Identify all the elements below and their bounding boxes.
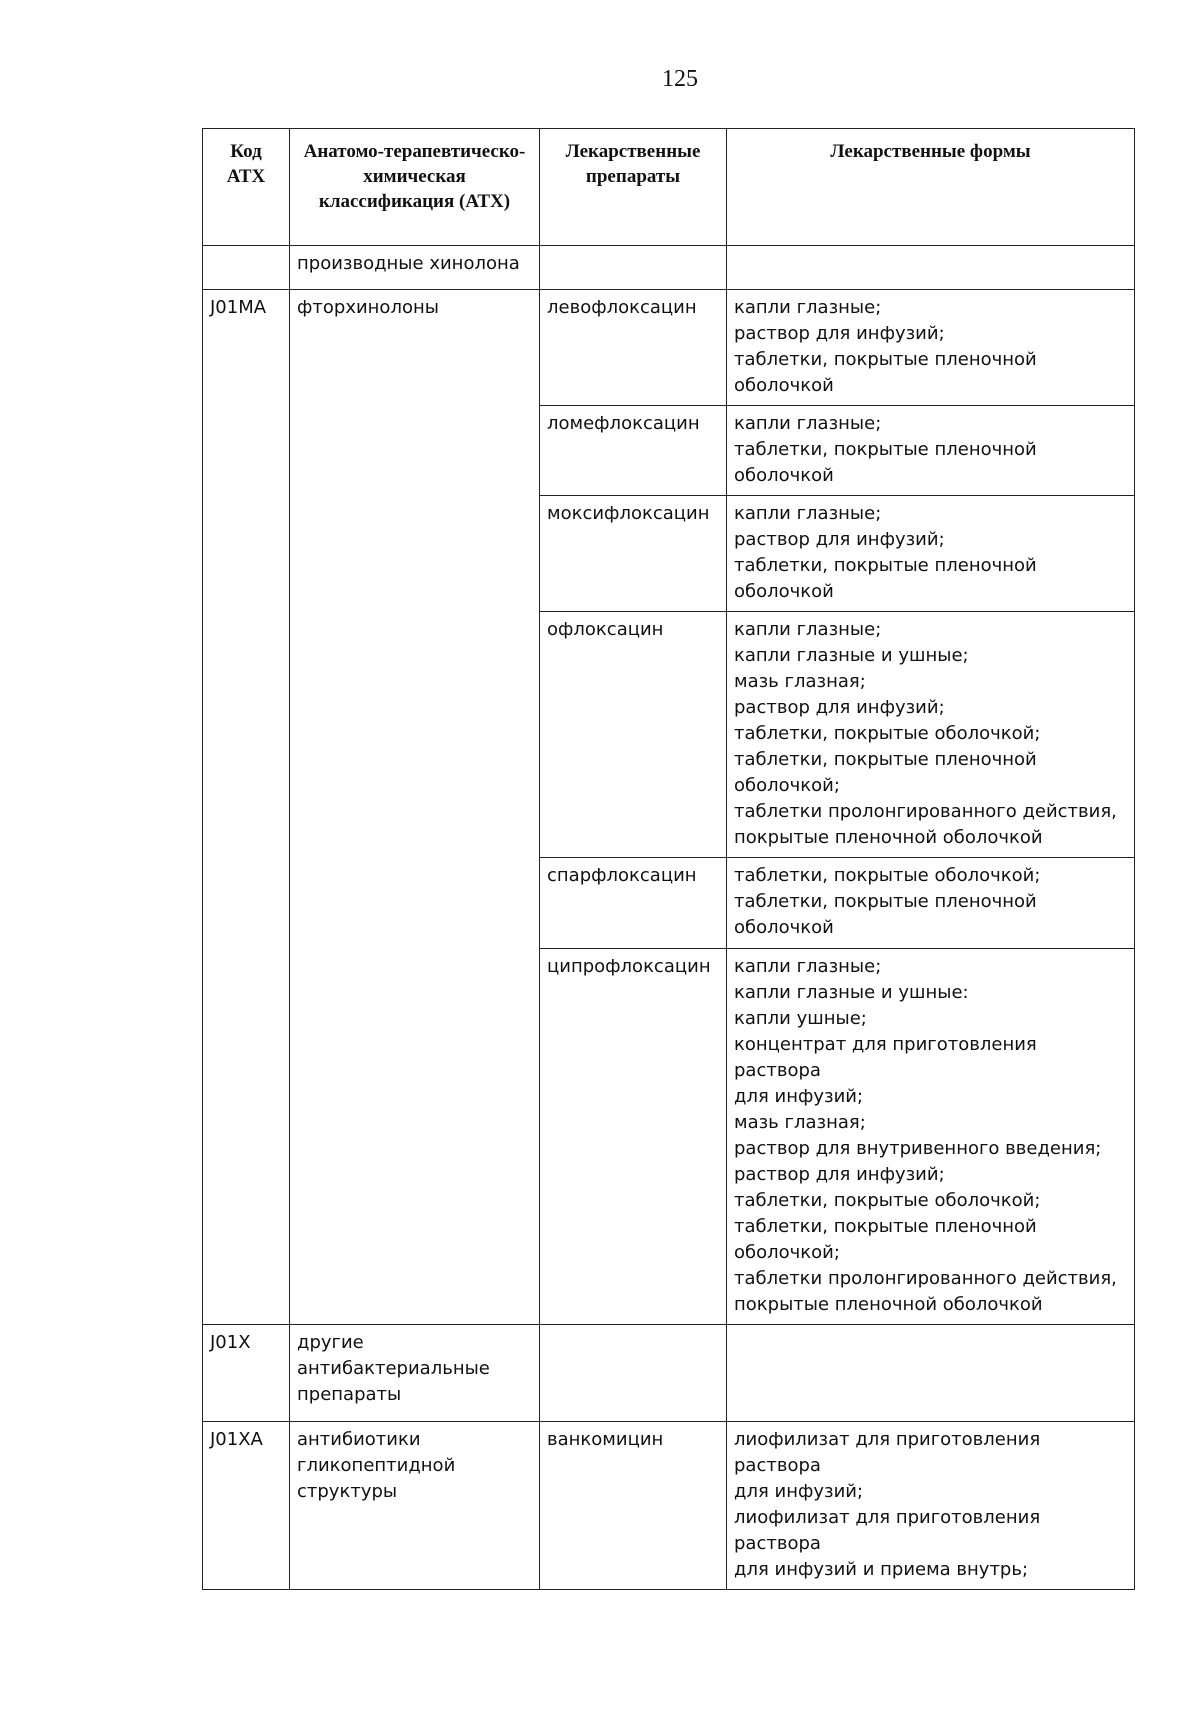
- cell-drug: левофлоксацин: [540, 290, 727, 406]
- cell-code: J01X: [203, 1325, 290, 1422]
- cell-drug: офлоксацин: [540, 612, 727, 858]
- cell-forms: капли глазные; капли глазные и ушные; мазь глазная; раствор для инфузий; таблетки, покрытые оболочкой; таблетки, покрытые пленочной оболочкой; таблетки пролонгированного действия, покрытые пленочной оболочкой: [727, 612, 1135, 858]
- cell-forms: [727, 1325, 1135, 1422]
- header-drugs: Лекарственные препараты: [540, 129, 727, 246]
- cell-forms: капли глазные; раствор для инфузий; таблетки, покрытые пленочной оболочкой: [727, 290, 1135, 406]
- cell-drug: [540, 246, 727, 290]
- cell-classification: производные хинолона: [290, 246, 540, 290]
- header-forms: Лекарственные формы: [727, 129, 1135, 246]
- page-number: 125: [662, 66, 698, 92]
- cell-forms: лиофилизат для приготовления раствора для инфузий; лиофилизат для приготовления раствора для инфузий и приема внутрь;: [727, 1422, 1135, 1590]
- cell-drug: [540, 1325, 727, 1422]
- atx-table: [202, 128, 1135, 1590]
- cell-forms: [727, 246, 1135, 290]
- header-code: Код АТХ: [203, 129, 290, 246]
- cell-classification: другие антибактериальные препараты: [290, 1325, 540, 1422]
- cell-drug: моксифлоксацин: [540, 496, 727, 612]
- cell-drug: ванкомицин: [540, 1422, 727, 1590]
- cell-forms: капли глазные; раствор для инфузий; таблетки, покрытые пленочной оболочкой: [727, 496, 1135, 612]
- cell-drug: спарфлоксацин: [540, 858, 727, 949]
- cell-classification: фторхинолоны: [290, 290, 540, 1325]
- cell-forms: таблетки, покрытые оболочкой; таблетки, покрытые пленочной оболочкой: [727, 858, 1135, 949]
- cell-forms: капли глазные; таблетки, покрытые пленочной оболочкой: [727, 406, 1135, 496]
- table-row: [203, 1325, 1135, 1422]
- cell-code: J01MA: [203, 290, 290, 1325]
- table-row: [203, 1422, 1135, 1590]
- header-classification: Анатомо-терапевтическо-химическая классификация (АТХ): [290, 129, 540, 246]
- cell-code: [203, 246, 290, 290]
- cell-drug: ломефлоксацин: [540, 406, 727, 496]
- table-row: [203, 290, 1135, 406]
- cell-drug: ципрофлоксацин: [540, 949, 727, 1325]
- cell-forms: капли глазные; капли глазные и ушные: капли ушные; концентрат для приготовления раствора для инфузий; мазь глазная; раствор для внутривенного введения; раствор для инфузий; таблетки, покрытые оболочкой; таблетки, покрытые пленочной оболочкой; таблетки пролонгированного действия, покрытые пленочной оболочкой: [727, 949, 1135, 1325]
- table-header-row: [203, 129, 1135, 246]
- cell-classification: антибиотики гликопептидной структуры: [290, 1422, 540, 1590]
- cell-code: J01XA: [203, 1422, 290, 1590]
- table-row: [203, 246, 1135, 290]
